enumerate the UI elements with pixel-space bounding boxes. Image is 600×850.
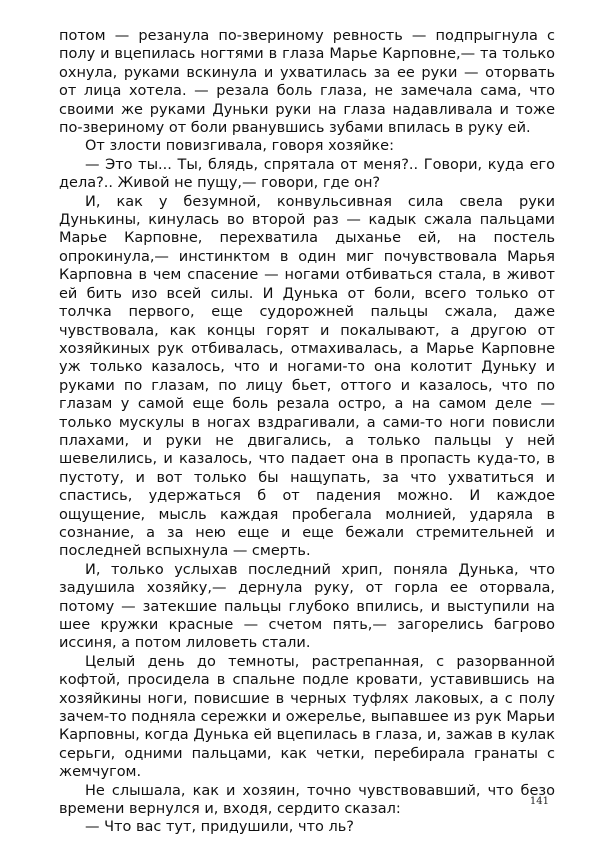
paragraph-2: От злости повизгивала, говоря хозяйке: bbox=[85, 138, 394, 155]
paragraph-7: Не слышала, как и хозяин, точно чувствовавший, что безо времени вернулся и, входя, сердито сказал: bbox=[59, 782, 555, 818]
page-number bbox=[0, 796, 600, 807]
paragraph-6: Целый день до темноты, растрепанная, с разорванной кофтой, просидела в спальне подле кровати, уставившись на хозяйкины ноги, повисшие в черных туфлях лаковых, а с полу зачем-то подняла сережки и ожерелье, выпавшее из рук Марьи Карповны, когда Дунька ей вцепилась в глаза, и, зажав в кулак серьги, одними пальцами, как четки, перебирала гранаты с жемчугом. bbox=[59, 653, 555, 781]
paragraph-5: И, только услыхав последний хрип, поняла Дунька, что задушила хозяйку,— дернула руку, от горла ее оторвала, потому — затекшие пальцы глубоко впились, и выступили на шее кружки красные — счетом пять,— загорелись багрово иссиня, а потом лиловеть стали. bbox=[59, 561, 555, 652]
paragraph-4: И, как у безумной, конвульсивная сила свела руки Дунькины, кинулась во второй раз — кадык сжала пальцами Марье Карповне, перехватила дыханье ей, на постель опрокинула,— инстинктом в один миг почувствовала Марья Карповна в чем спасение — ногами отбиваться стала, в живот ей бить изо всей силы. И Дунька от боли, всего только от толчка первого, еще судорожней пальцы сжала, даже чувствовала, как концы горят и покалывают, а другою от хозяйкиных рук отбивалась, отмахивалась, а Марье Карповне уж только казалось, что и ногами-то она колотит Дуньку и руками по глазам, по лицу бьет, оттого и казалось, что по глазам у самой еще боль резала остро, а на самом деле — только мускулы в ногах вздрагивали, а сами-то ноги повисли плахами, и руки не двигались, а только пальцы у ней шевелились, и казалось, что падает она в пропасть куда-то, в пустоту, и вот только бы нащупать, за что ухватиться и спастись, удержаться б от падения можно. И каждое ощущение, мысль каждая пробегала молнией, ударяла в сознание, а за нею еще и еще бежали стремительней и последней вспыхнула — смерть. bbox=[59, 193, 555, 560]
paragraph-3: — Это ты... Ты, блядь, спрятала от меня?.. Говори, куда его дела?.. Живой не пущу,— говори, где он? bbox=[59, 156, 555, 192]
paragraph-1: потом — резанула по-звериному ревность — подпрыгнула с полу и вцепилась ногтями в глаза Марье Карповне,— та только охнула, руками вскинула и ухватилась за ее руки — оторвать от лица хотела. — резала боль глаза, не замечала сама, что своими же руками Дуньки руки на глаза надавливала и тоже по-звериному от боли рванувшись зубами впилась в руку ей. bbox=[59, 28, 555, 137]
body-text bbox=[59, 27, 555, 837]
page-number-text: 141 bbox=[529, 796, 549, 807]
paragraph-8: — Что вас тут, придушили, что ль? bbox=[85, 819, 355, 836]
